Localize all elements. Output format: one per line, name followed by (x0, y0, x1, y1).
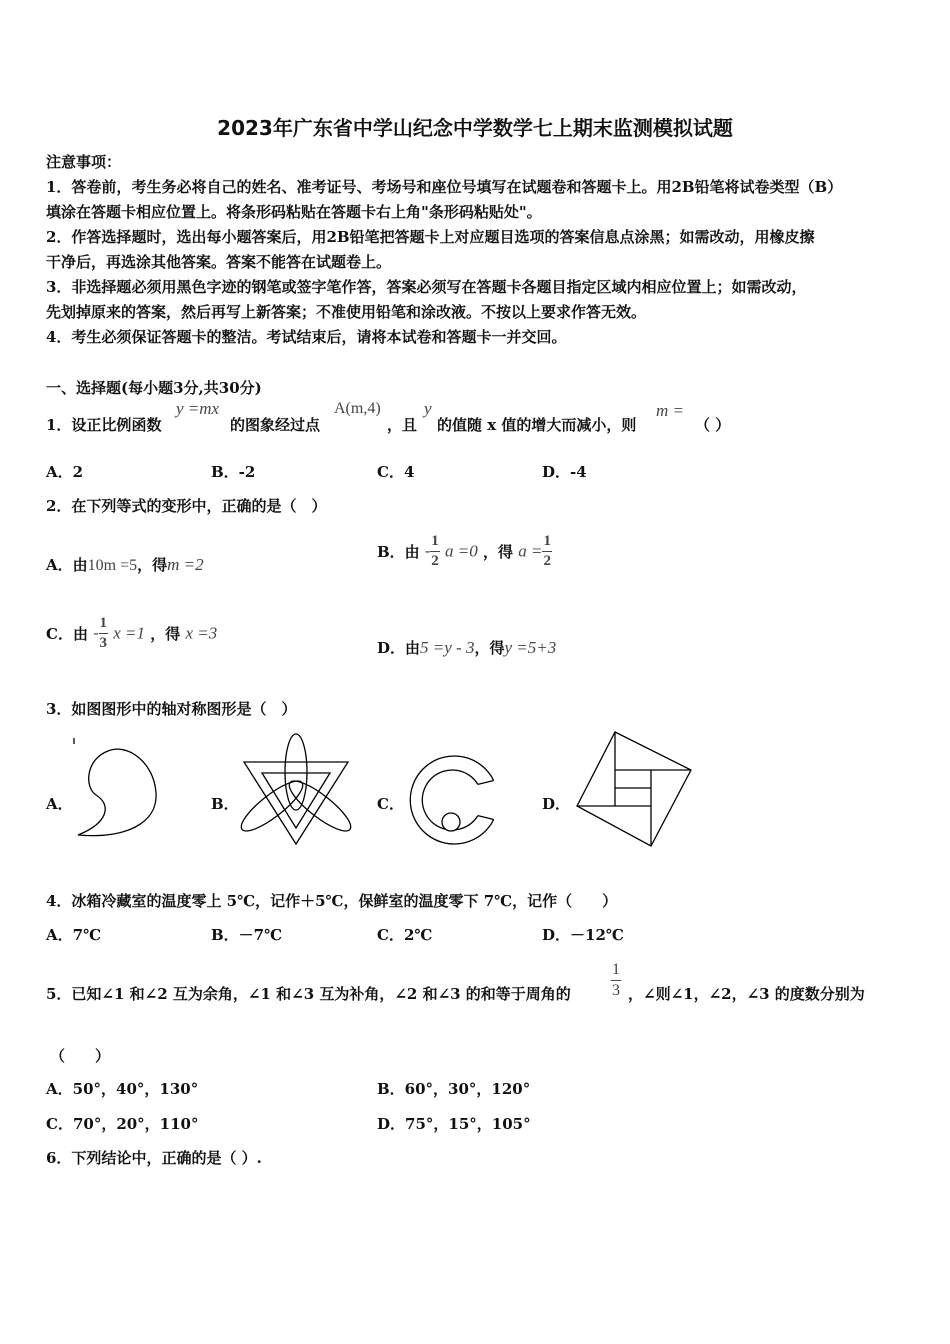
notice-line: 先划掉原来的答案，然后再写上新答案；不准使用铅笔和涂改液。不按以上要求作答无效。 (46, 303, 647, 321)
q4-option-b: B．－7℃ (211, 926, 283, 944)
q1-formula: y =mx (176, 399, 220, 418)
q1-text: 的值随 x 值的增大而减小，则 (437, 416, 637, 434)
q3-label-a: A． (46, 795, 73, 813)
q3-label-c: C． (377, 795, 404, 813)
q5-option-c: C．70°，20°，110° (46, 1115, 199, 1133)
figure-d-squares (573, 728, 695, 850)
figure-c-ring (405, 755, 500, 850)
figure-a-paisley (68, 735, 163, 845)
q1-option-d: D．-4 (542, 463, 587, 481)
page-title: 2023年广东省中学山纪念中学数学七上期末监测模拟试题 (217, 116, 733, 140)
q5-option-a: A．50°，40°，130° (46, 1080, 199, 1098)
q2-option-b: B．由 - $\frac{1}{2}$ a =0 ，得 a = $\frac{1}{2}$ (377, 533, 551, 569)
q5-text: ，∠则∠1，∠2，∠3 的度数分别为 (628, 985, 865, 1003)
notice-heading: 注意事项： (46, 153, 122, 171)
section-heading: 一、选择题(每小题3分,共30分) (46, 379, 262, 397)
q1-formula: m = (656, 401, 684, 420)
q4-option-d: D．－12℃ (542, 926, 624, 944)
q1-option-b: B．-2 (211, 463, 256, 481)
q2-option-c: C．由 - $\frac{1}{3}$ x =1 ，得 x =3 (46, 615, 218, 651)
q4-stem: 4．冰箱冷藏室的温度零上 5℃，记作＋5℃，保鲜室的温度零下 7℃，记作（ ） (46, 892, 618, 910)
q2-stem: 2．在下列等式的变形中，正确的是（ ） (46, 497, 327, 515)
notice-line: 填涂在答题卡相应位置上。将条形码粘贴在答题卡右上角"条形码粘贴处"。 (46, 203, 542, 221)
q1-text: （ ） (695, 416, 731, 434)
notice-line: 1．答卷前，考生务必将自己的姓名、准考证号、考场号和座位号填写在试题卷和答题卡上。用2B铅笔将试卷类型（B） (46, 178, 843, 196)
q1-option-c: C．4 (377, 463, 415, 481)
q5-answer-paren: （ ） (50, 1047, 111, 1065)
q1-text: 的图象经过点 (230, 416, 321, 434)
q1-formula: y (424, 399, 432, 418)
q2-option-a: A．由10m =5，得m =2 (46, 555, 204, 574)
q1-formula: A(m,4) (334, 400, 381, 417)
q4-option-c: C．2℃ (377, 926, 433, 944)
q5-option-d: D．75°，15°，105° (377, 1115, 531, 1133)
q3-label-b: B． (211, 795, 239, 813)
q3-label-d: D． (542, 795, 571, 813)
q2-option-d: D．由5 =y - 3，得y =5+3 (377, 638, 557, 657)
notice-line: 4．考生必须保证答题卡的整洁。考试结束后，请将本试卷和答题卡一并交回。 (46, 328, 567, 346)
q1-option-a: A．2 (46, 463, 84, 481)
q5-fraction: $\frac{1}{3}$ (612, 961, 620, 999)
q5-text: 5．已知∠1 和∠2 互为余角，∠1 和∠3 互为补角，∠2 和∠3 的和等于周角的 (46, 985, 571, 1003)
q3-stem: 3．如图图形中的轴对称图形是（ ） (46, 700, 297, 718)
q5-option-b: B．60°，30°，120° (377, 1080, 531, 1098)
q1-text: 1．设正比例函数 (46, 416, 162, 434)
notice-line: 3．非选择题必须用黑色字迹的钢笔或签字笔作答，答案必须写在答题卡各题目指定区域内相应位置上；如需改动， (46, 278, 807, 296)
figure-b-triangle-ellipses (238, 730, 353, 848)
q6-stem: 6．下列结论中，正确的是（ ）. (46, 1149, 262, 1167)
notice-line: 干净后，再选涂其他答案。答案不能答在试题卷上。 (46, 253, 392, 271)
notice-line: 2．作答选择题时，选出每小题答案后，用2B铅笔把答题卡上对应题目选项的答案信息点涂黑；如需改动，用橡皮擦 (46, 228, 815, 246)
q4-option-a: A．7℃ (46, 926, 102, 944)
q1-text: ，且 (387, 416, 418, 434)
